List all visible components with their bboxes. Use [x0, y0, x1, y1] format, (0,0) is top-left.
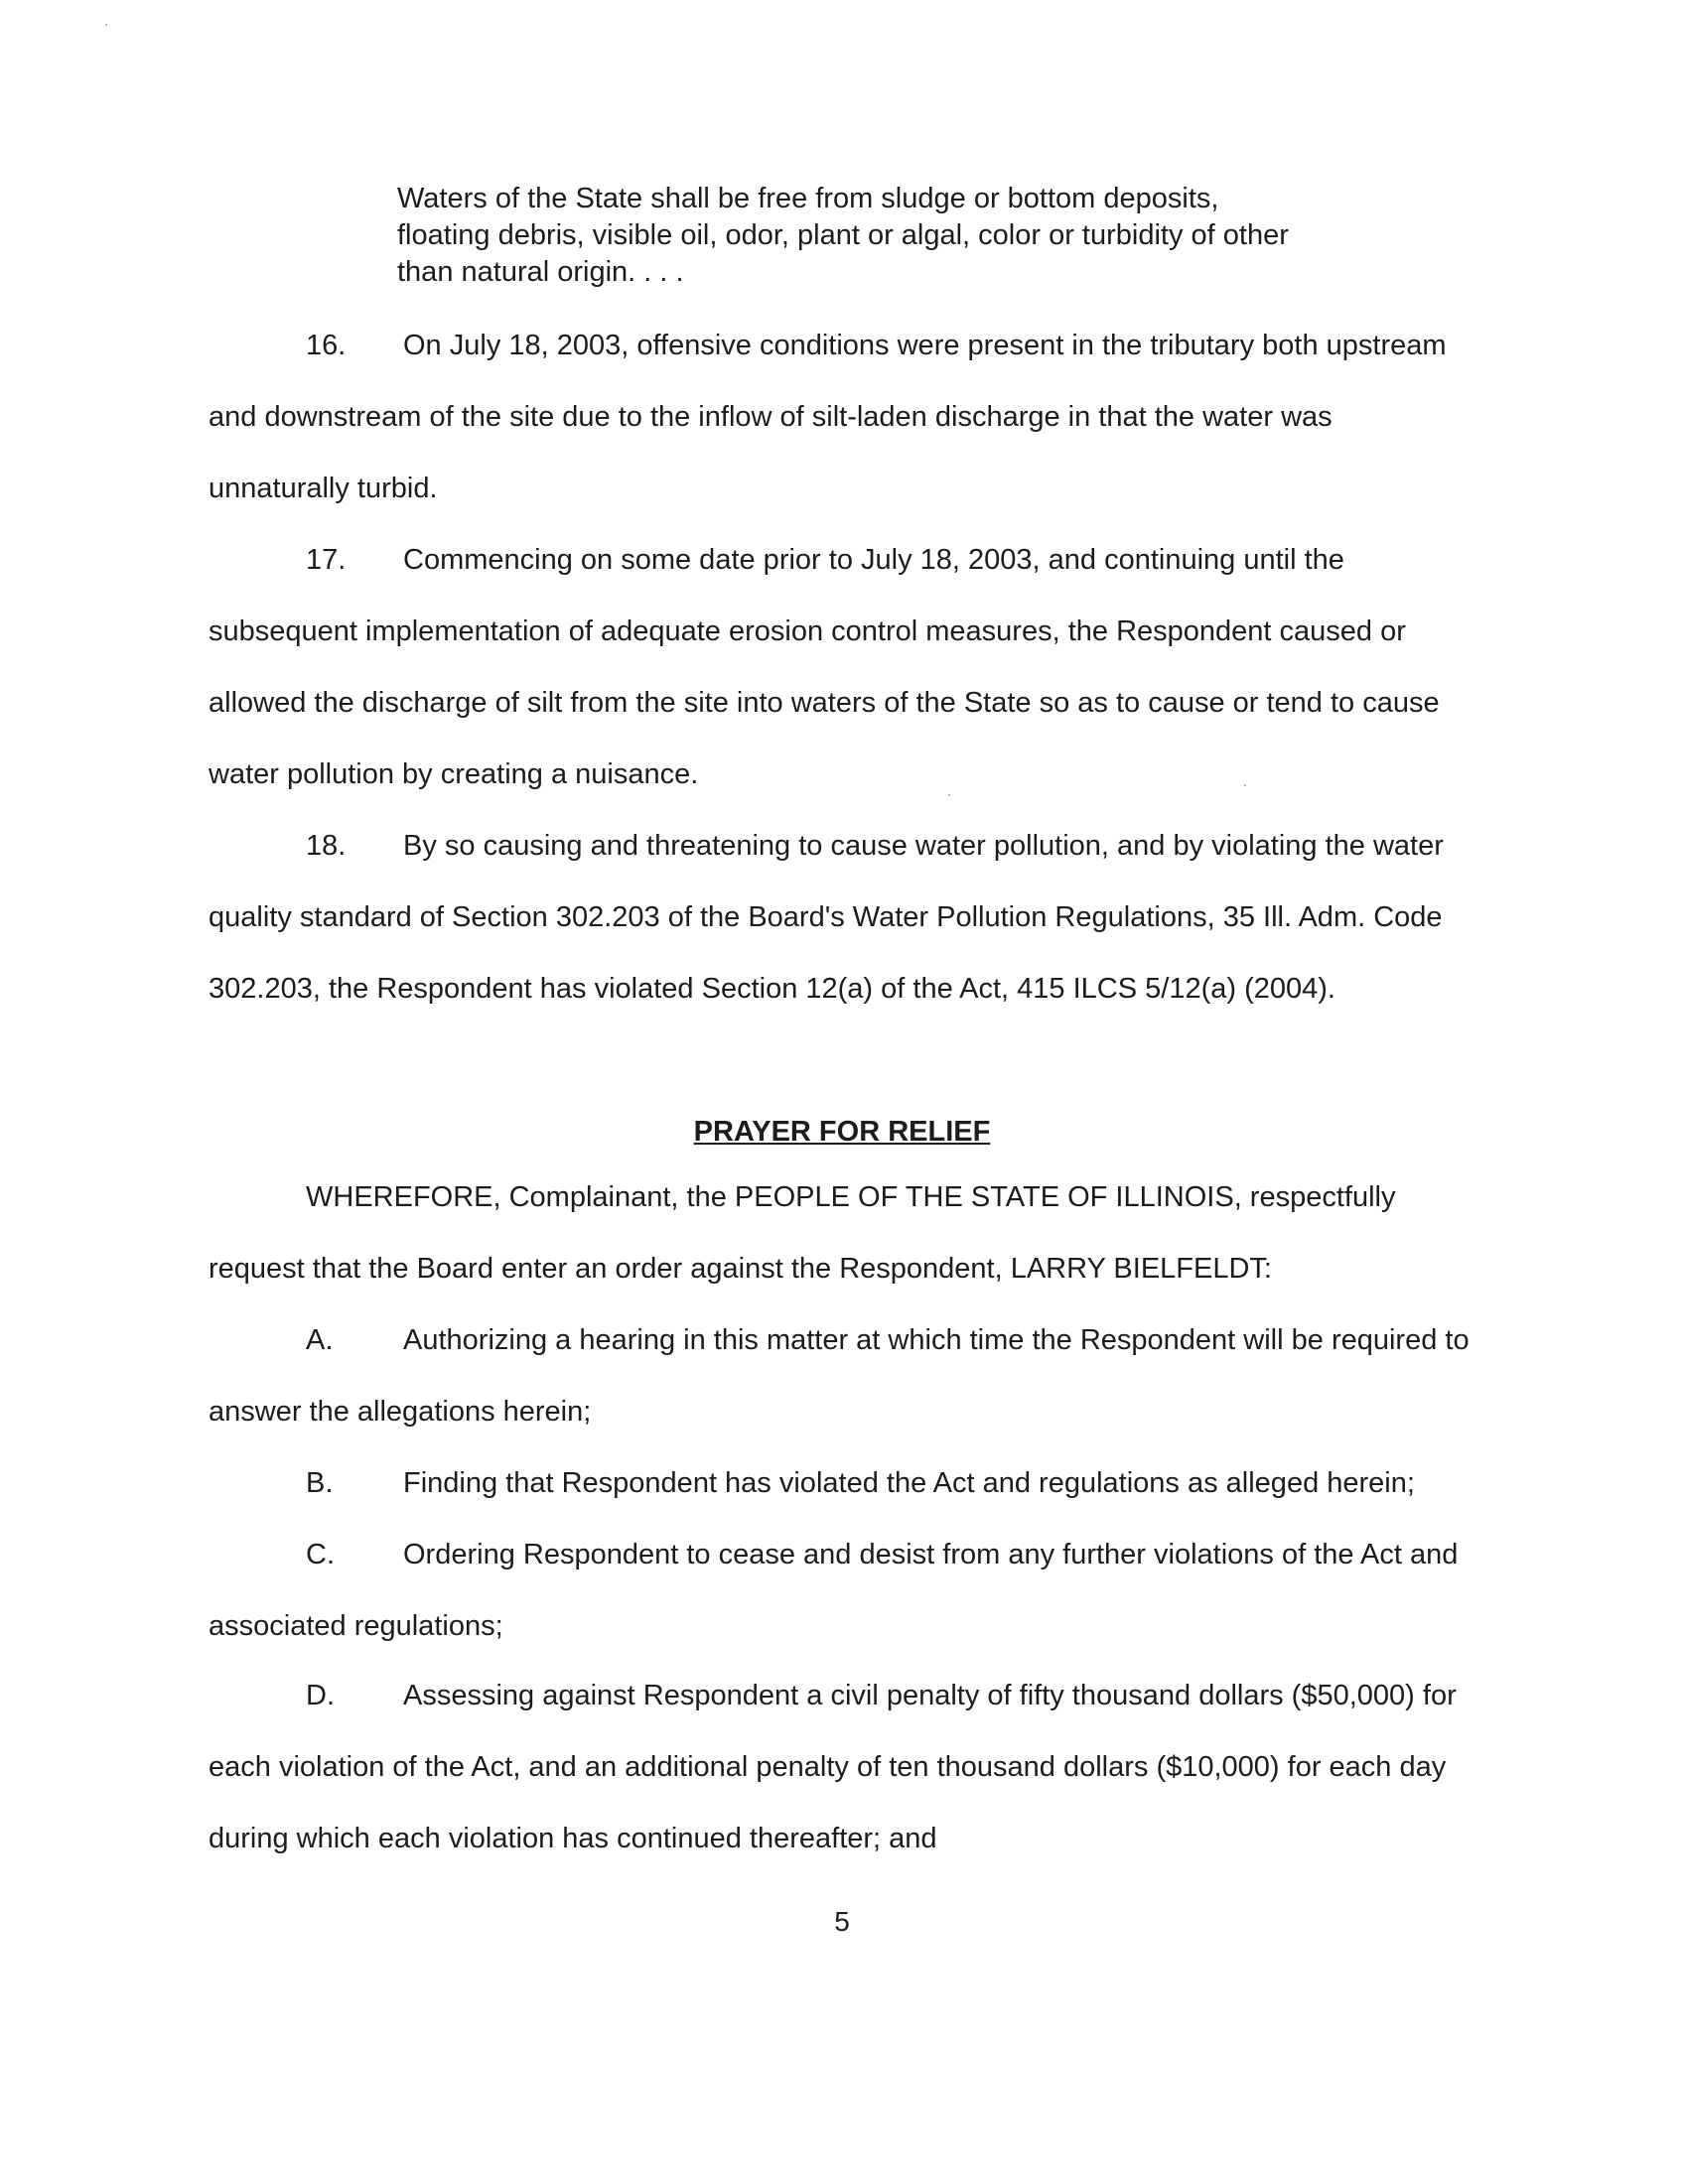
page-number: 5	[834, 1906, 850, 1937]
relief-letter: C.	[306, 1539, 335, 1570]
relief-item-c	[209, 1519, 1479, 1662]
relief-text: Finding that Respondent has violated the Act and regulations as alleged herein;	[403, 1467, 1415, 1499]
scan-speck	[105, 24, 107, 26]
relief-text: Authorizing a hearing in this matter at which time the Respondent will be required to answer the allegations herein;	[209, 1324, 1470, 1428]
paragraph-text: On July 18, 2003, offensive conditions were present in the tributary both upstream and downstream of the site due to the inflow of silt-laden discharge in that the water was unnaturally turbid.	[209, 330, 1447, 504]
relief-item-b	[209, 1447, 1479, 1519]
wherefore-text: WHEREFORE, Complainant, the PEOPLE OF THE STATE OF ILLINOIS, respectfully request that the Board enter an order against the Respondent, LARRY BIELFELDT:	[209, 1181, 1396, 1285]
paragraph-18	[209, 810, 1479, 1024]
relief-letter: A.	[306, 1324, 334, 1356]
paragraph-text: By so causing and threatening to cause water pollution, and by violating the water quality standard of Section 302.203 of the Board's Water Pollution Regulations, 35 Ill. Adm. Code 302.203, the Respondent has violated Section 12(a) of the Act, 415 ILCS 5/12(a) (2004).	[209, 830, 1444, 1005]
paragraph-number: 16.	[306, 330, 347, 361]
relief-text: Ordering Respondent to cease and desist from any further violations of the Act and associated regulations;	[209, 1539, 1459, 1642]
block-quote: Waters of the State shall be free from sludge or bottom deposits, floating debris, visible oil, odor, plant or algal, color or turbidity of other than natural origin. . . .	[397, 183, 1289, 288]
paragraph-text: Commencing on some date prior to July 18, 2003, and continuing until the subsequent implementation of adequate erosion control measures, the Respondent caused or allowed the discharge of silt from the site into waters of the State so as to cause or tend to cause water pollution by creating a nuisance.	[209, 544, 1440, 790]
relief-letter: B.	[306, 1467, 334, 1499]
relief-item-d	[209, 1660, 1479, 1874]
paragraph-number: 18.	[306, 830, 347, 862]
relief-letter: D.	[306, 1680, 335, 1711]
relief-item-a	[209, 1304, 1479, 1447]
wherefore-paragraph	[209, 1161, 1479, 1304]
paragraph-16	[209, 310, 1479, 524]
paragraph-number: 17.	[306, 544, 347, 576]
relief-text: Assessing against Respondent a civil penalty of fifty thousand dollars ($50,000) for each violation of the Act, and an additional penalty of ten thousand dollars ($10,000) for each day during which each violation has continued thereafter; and	[209, 1680, 1457, 1854]
section-heading: PRAYER FOR RELIEF	[693, 1116, 991, 1148]
paragraph-17	[209, 524, 1479, 810]
